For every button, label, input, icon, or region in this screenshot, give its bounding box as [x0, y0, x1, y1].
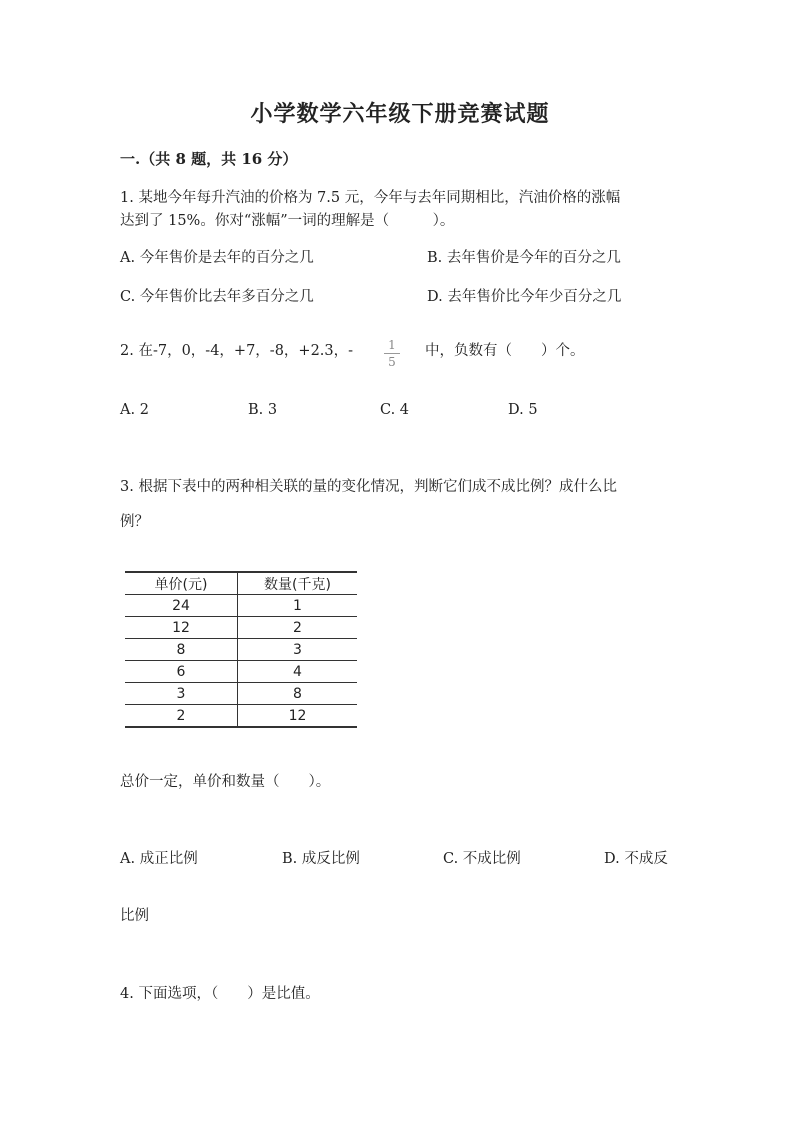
q3-option-d[interactable]: D. 不成反 [604, 851, 668, 867]
table-row [125, 683, 357, 705]
section-heading: 一.（共 8 题，共 16 分） [120, 150, 298, 168]
q1-option-a[interactable]: A. 今年售价是去年的百分之几 [120, 250, 314, 266]
table-header-row [125, 572, 357, 595]
cell-unit-price: 24 [125, 595, 238, 617]
q4-stem: 4. 下面选项，（ ）是比值。 [120, 986, 320, 1002]
cell-unit-price: 6 [125, 661, 238, 683]
header-unit-price: 单价(元) [125, 572, 238, 595]
table-row [125, 595, 357, 617]
q2-option-a[interactable]: A. 2 [120, 402, 149, 418]
q3-stem-line1: 3. 根据下表中的两种相关联的量的变化情况，判断它们成不成比例？成什么比 [120, 479, 617, 495]
cell-unit-price: 3 [125, 683, 238, 705]
q2-stem-before: 2. 在-7，0，-4，+7，-8，+2.3，- [120, 343, 354, 359]
q2-option-d[interactable]: D. 5 [508, 402, 538, 418]
cell-unit-price: 8 [125, 639, 238, 661]
q3-stem-line2: 例？ [120, 514, 149, 530]
q3-option-d-continued: 比例 [120, 908, 149, 924]
table-row [125, 661, 357, 683]
cell-quantity: 8 [238, 683, 358, 705]
q2-option-b[interactable]: B. 3 [248, 402, 278, 418]
q1-option-d[interactable]: D. 去年售价比今年少百分之几 [427, 289, 622, 305]
cell-quantity: 12 [238, 705, 358, 728]
q3-option-a[interactable]: A. 成正比例 [120, 851, 198, 867]
q2-option-c[interactable]: C. 4 [380, 402, 410, 418]
fraction-numerator: 1 [388, 338, 396, 352]
header-quantity: 数量(千克) [238, 572, 358, 595]
q2-stem-after: 中，负数有（ ）个。 [425, 343, 585, 359]
cell-unit-price: 2 [125, 705, 238, 728]
q2-fraction [384, 338, 400, 369]
q1-option-c[interactable]: C. 今年售价比去年多百分之几 [120, 289, 314, 305]
cell-quantity: 1 [238, 595, 358, 617]
price-quantity-table [125, 571, 357, 728]
cell-quantity: 3 [238, 639, 358, 661]
q3-option-b[interactable]: B. 成反比例 [282, 851, 360, 867]
q1-stem-line2: 达到了 15%。你对“涨幅”一词的理解是（ ）。 [120, 213, 455, 229]
q3-prompt: 总价一定，单价和数量（ ）。 [120, 774, 331, 790]
page-title: 小学数学六年级下册竞赛试题 [250, 101, 550, 127]
table-row [125, 705, 357, 728]
cell-unit-price: 12 [125, 617, 238, 639]
table-row [125, 639, 357, 661]
q1-option-b[interactable]: B. 去年售价是今年的百分之几 [427, 250, 621, 266]
q3-option-c[interactable]: C. 不成比例 [443, 851, 521, 867]
table-row [125, 617, 357, 639]
fraction-denominator: 5 [388, 355, 396, 369]
fraction-bar [384, 353, 400, 354]
cell-quantity: 2 [238, 617, 358, 639]
cell-quantity: 4 [238, 661, 358, 683]
q1-stem-line1: 1. 某地今年每升汽油的价格为 7.5 元，今年与去年同期相比，汽油价格的涨幅 [120, 190, 621, 206]
